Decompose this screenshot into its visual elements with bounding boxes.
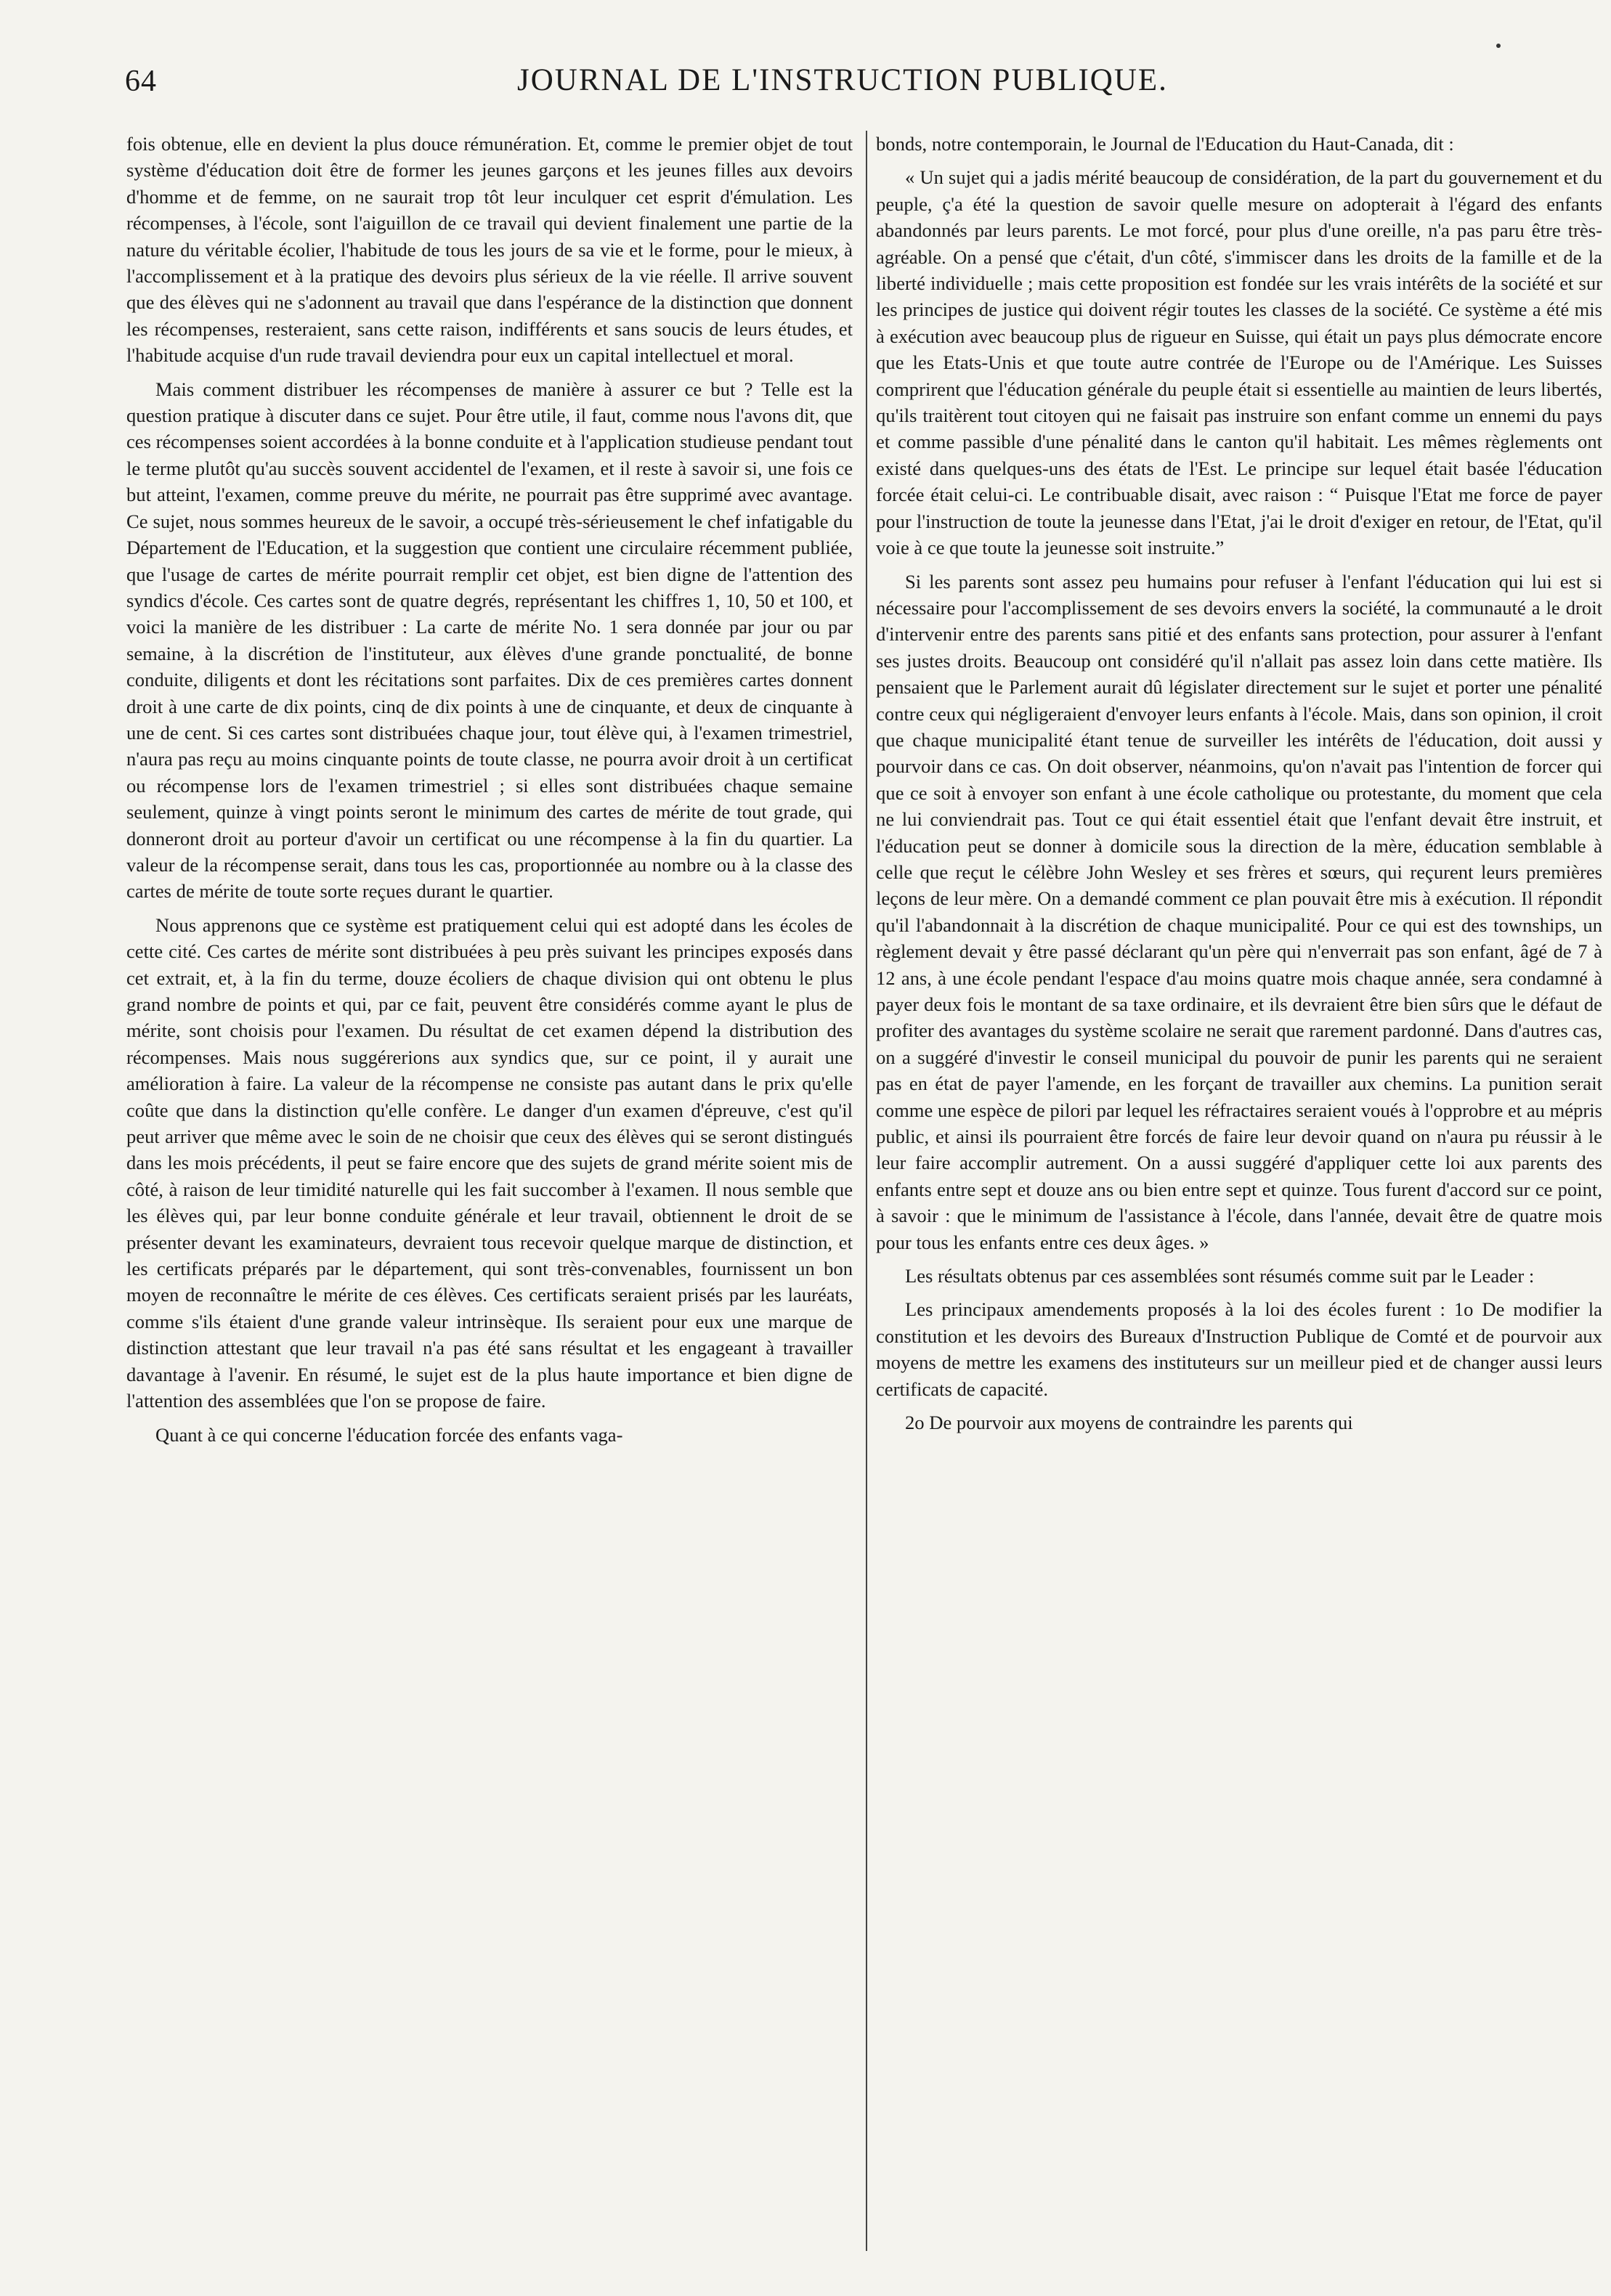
left-column xyxy=(126,131,853,2266)
page-number: 64 xyxy=(125,65,157,98)
paragraph: bonds, notre contemporain, le Journal de l'Education du Haut-Canada, dit : xyxy=(876,133,1454,155)
paragraph: 2o De pourvoir aux moyens de contraindre les parents qui xyxy=(905,1412,1353,1434)
paragraph: Les principaux amendements proposés à la loi des écoles furent : 1o De modifier la constitution et les devoirs des Bureaux d'Instruction Publique de Comté et de pourvoir aux moyens de mettre les examens des instituteurs sur un meilleur pied et de changer aussi leurs certificats de capacité. xyxy=(876,1298,1602,1400)
paragraph: Nous apprenons que ce système est pratiquement celui qui est adopté dans les écoles de cette cité. Ces cartes de mérite sont distribuées à peu près suivant les principes exposés dans cet extrait, et, à la fin du terme, douze écoliers de chaque division qui ont obtenu le plus grand nombre de points et qui, par ce fait, peuvent être considérés comme ayant le plus de mérite, sont choisis pour l'examen. Du résultat de cet examen dépend la distribution des récompenses. Mais nous suggérerions aux syndics que, sur ce point, il y aurait une amélioration à faire. La valeur de la récompense ne consiste pas autant dans le prix qu'elle coûte que dans la distinction qu'elle confère. Le danger d'un examen d'épreuve, c'est qu'il peut arriver que même avec le soin de ne choisir que ceux des élèves qui se seront distingués dans les mois précédents, il peut se faire encore que des sujets de grand mérite soient mis de côté, à raison de leur timidité naturelle qui les fait succomber à l'examen. Il nous semble que les élèves qui, par leur bonne conduite générale et leur travail, obtiennent le droit de se présenter devant les examinateurs, devraient tous recevoir quelque marque de distinction, et les certificats préparés par le département, qui sont très-convenables, fournissent un bon moyen de reconnaître le mérite de ces élèves. Ces certificats seraient prisés par les lauréats, comme s'ils étaient d'une grande valeur intrinsèque. Ils seraient pour eux une marque de distinction attestant que leur travail n'a pas été sans résultat et les engageant à travailler davantage à l'avenir. En résumé, le sujet est de la plus haute importance et bien digne de l'attention des assemblées que l'on se propose de faire. xyxy=(126,913,853,1412)
running-title: JOURNAL DE L'INSTRUCTION PUBLIQUE. xyxy=(517,63,1168,97)
paragraph: fois obtenue, elle en devient la plus douce rémunération. Et, comme le premier objet de tout système d'éducation doit être de former les jeunes garçons et les jeunes filles aux devoirs d'homme et de femme, on ne saurait trop tôt leur inculquer cet esprit d'émulation. Les récompenses, à l'école, sont l'aiguillon de ce travail qui devient finalement une partie de la nature du véritable écolier, l'habitude de tous les jours de sa vie et le forme, pour le mieux, à l'accomplissement et à la pratique des devoirs plus sérieux de la vie réelle. Il arrive souvent que des élèves qui ne s'adonnent au travail que dans l'espérance de la distinction que donnent les récompenses, resteraient, sans cette raison, indifférents et sans soucis de leurs études, et l'habitude acquise d'un rude travail deviendra pour eux un capital intellectuel et moral. xyxy=(126,133,853,367)
paragraph: Si les parents sont assez peu humains pour refuser à l'enfant l'éducation qui lui est si nécessaire pour l'accomplissement de ses devoirs envers la société, la communauté a le droit d'intervenir entre des parents sans pitié et des enfants sans protection, pour assurer à l'enfant ses justes droits. Beaucoup ont considéré qu'il n'allait pas assez loin dans cette matière. Ils pensaient que le Parlement aurait dû législater directement sur le sujet et porter une pénalité contre ceux qui négligeraient d'envoyer leurs enfants à l'école. Mais, dans son opinion, il croit que chaque municipalité étant tenue de surveiller les intérêts de l'éducation, doit aussi y pourvoir dans ce cas. On doit observer, néanmoins, qu'on n'avait pas l'intention de forcer qui que ce soit à envoyer son enfant à une école catholique ou protestante, du moment que cela ne lui conviendrait pas. Tout ce qui était essentiel était que l'enfant devait être instruit, et l'éducation peut se donner à domicile sous la direction de la mère, éducation semblable à celle que reçut le célèbre John Wesley et ses frères et sœurs, qui reçurent leurs premières leçons de leur mère. On a demandé comment ce plan pouvait être mis à exécution. Il répondit qu'il l'abandonnait à la discrétion de chaque municipalité. Pour ce qui est des townships, un règlement devait y être passé déclarant qu'un père qui n'enverrait pas son enfant, âgé de 7 à 12 ans, à une école pendant l'espace d'au moins quatre mois chaque année, sera condamné à payer deux fois le montant de sa taxe ordinaire, et ils devraient être bien sûrs que le défaut de profiter des avantages du système scolaire ne serait que rarement pardonné. Dans d'autres cas, on a suggéré d'investir le conseil municipal du pouvoir de punir les parents qui ne seraient pas en état de payer l'amende, en les forçant de travailler aux chemins. La punition serait comme une espèce de pilori par lequel les réfractaires seraient voués à l'opprobre et au mépris public, et ainsi ils pourraient être forcés de faire leur devoir quand on n'aura pu réussir à le leur faire accomplir autrement. On a aussi suggéré d'appliquer cette loi aux parents des enfants entre sept et douze ans ou bien entre sept et quinze. Tous furent d'accord sur ce point, à savoir : que le minimum de l'assistance à l'école, dans l'année, devait être de quatre mois pour tous les enfants entre ces deux âges. » xyxy=(876,570,1602,1253)
quoted-paragraph: « Un sujet qui a jadis mérité beaucoup de considération, de la part du gouvernement et du peuple, ç'a été la question de savoir quelle mesure on adopterait à l'égard des enfants abandonnés par leurs parents. Le mot forcé, pour plus d'une oreille, n'a pas paru être très-agréable. On a pensé que c'était, d'un côté, s'immiscer dans les droits de la famille et de la liberté individuelle ; mais cette proposition est fondée sur les vrais intérêts de la société et sur les principes de justice qui doivent régir toutes les classes de la société. Ce système a été mis à exécution avec beaucoup plus de rigueur en Suisse, qui était un pays plus démocrate encore que les Etats-Unis et que toute autre contrée de l'Europe ou de l'Amérique. Les Suisses comprirent que l'éducation générale du peuple était si essentielle au maintien de leurs libertés, qu'ils traitèrent tout citoyen qui ne faisait pas instruire son enfant comme un ennemi du pays et comme passible d'une pénalité dans le canton qu'il habitait. Les mêmes règlements ont existé dans quelques-uns des états de l'Est. Le principe sur lequel était basée l'éducation forcée était celui-ci. Le contribuable disait, avec raison : “ Puisque l'Etat me force de payer pour l'instruction de toute la jeunesse dans l'Etat, j'ai le droit d'exiger en retour, de l'Etat, qu'il voie à ce que toute la jeunesse soit instruite.” xyxy=(876,166,1602,559)
paragraph: Quant à ce qui concerne l'éducation forcée des enfants vaga- xyxy=(155,1423,623,1446)
paragraph: Mais comment distribuer les récompenses de manière à assurer ce but ? Telle est la question pratique à discuter dans ce sujet. Pour être utile, il faut, comme nous l'avons dit, que ces récompenses soient accordées à la bonne conduite et à l'application studieuse pendant tout le terme plutôt qu'au succès souvent accidentel de l'examen, et il reste à savoir si, une fois ce but atteint, l'examen, comme preuve du mérite, ne pourrait pas être supprimé avec avantage. Ce sujet, nous sommes heureux de le savoir, a occupé très-sérieusement le chef infatigable du Département de l'Education, et la suggestion que contient une circulaire récemment publiée, que l'usage de cartes de mérite pourrait remplir cet objet, est bien digne de l'attention des syndics d'école. Ces cartes sont de quatre degrés, représentant les chiffres 1, 10, 50 et 100, et voici la manière de les distribuer : La carte de mérite No. 1 sera donnée par jour ou par semaine, à la discrétion de l'instituteur, aux élèves d'une grande ponctualité, de bonne conduite, diligents et dont les récitations sont parfaites. Dix de ces premières cartes donnent droit à une carte de dix points, cinq de dix points à une de cinquante, et deux de cinquante à une de cent. Si ces cartes sont distribuées chaque jour, tout élève qui, à l'examen trimestriel, n'aura pas reçu au moins cinquante points de toute classe, ne pourra avoir droit à un certificat ou récompense lors de l'examen trimestriel ; si elles sont distribuées chaque semaine seulement, quinze à vingt points seront le minimum des cartes de mérite de tout grade, qui donneront droit au porteur d'avoir un certificat ou une récompense à la fin du quartier. La valeur de la récompense serait, dans tous les cas, proportionnée au nombre ou à la classe des cartes de mérite de toute sorte reçues durant le quartier. xyxy=(126,378,853,903)
print-speck xyxy=(1496,44,1501,48)
right-column xyxy=(876,131,1602,2266)
paragraph: Les résultats obtenus par ces assemblées sont résumés comme suit par le Leader : xyxy=(905,1265,1535,1287)
page-header xyxy=(125,57,1490,107)
column-rule xyxy=(866,131,867,2251)
